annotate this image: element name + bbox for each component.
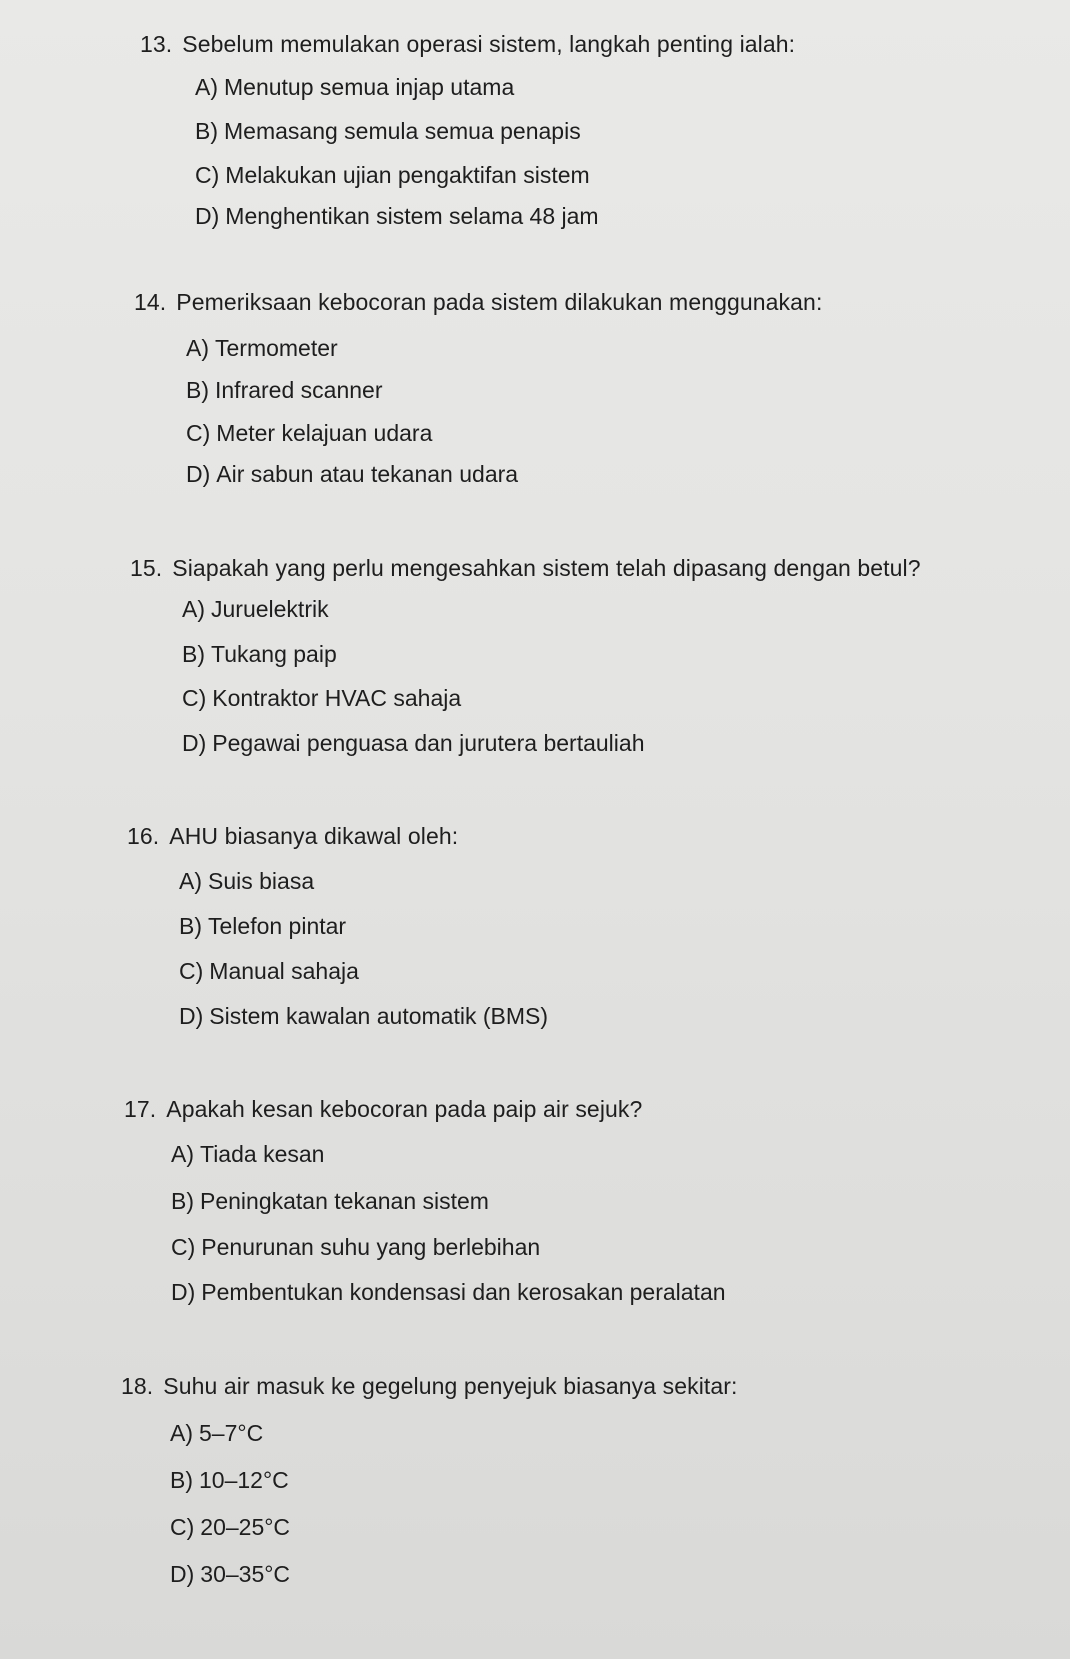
question-text: Apakah kesan kebocoran pada paip air sejuk? xyxy=(166,1096,643,1122)
option-text: Memasang semula semua penapis xyxy=(224,118,581,144)
option-text: 5–7°C xyxy=(199,1420,264,1446)
question-text: Sebelum memulakan operasi sistem, langkah penting ialah: xyxy=(182,31,796,57)
option-d xyxy=(182,729,645,757)
question-text: Siapakah yang perlu mengesahkan sistem telah dipasang dengan betul? xyxy=(172,555,921,581)
option-letter: C) xyxy=(170,1514,195,1540)
option-a xyxy=(182,595,329,623)
option-text: Menutup semua injap utama xyxy=(224,74,515,100)
option-c xyxy=(182,684,461,712)
option-text: Manual sahaja xyxy=(209,958,359,984)
option-text: Meter kelajuan udara xyxy=(216,420,433,446)
option-letter: B) xyxy=(170,1467,193,1493)
option-text: 20–25°C xyxy=(200,1514,291,1540)
option-text: Pembentukan kondensasi dan kerosakan peralatan xyxy=(201,1279,726,1305)
option-d xyxy=(186,460,518,488)
question-18 xyxy=(121,1372,1031,1592)
option-text: Sistem kawalan automatik (BMS) xyxy=(209,1003,549,1029)
option-text: Melakukan ujian pengaktifan sistem xyxy=(225,162,590,188)
question-13-stem xyxy=(140,30,795,58)
option-c xyxy=(186,419,432,447)
question-number: 18. xyxy=(121,1373,154,1399)
option-a xyxy=(186,334,338,362)
question-16-stem xyxy=(127,822,458,850)
question-text: Pemeriksaan kebocoran pada sistem dilakukan menggunakan: xyxy=(176,289,823,315)
option-letter: A) xyxy=(182,596,205,622)
option-letter: A) xyxy=(195,74,218,100)
question-16 xyxy=(127,822,1027,1032)
question-14 xyxy=(134,288,1044,488)
option-letter: D) xyxy=(182,730,207,756)
question-15 xyxy=(130,554,1055,759)
option-text: 10–12°C xyxy=(199,1467,289,1493)
question-number: 13. xyxy=(140,31,173,57)
option-letter: D) xyxy=(186,461,211,487)
question-number: 15. xyxy=(130,555,163,581)
option-text: Peningkatan tekanan sistem xyxy=(200,1188,489,1214)
option-letter: C) xyxy=(179,958,204,984)
option-b xyxy=(186,376,382,404)
option-letter: C) xyxy=(171,1234,196,1260)
question-text: AHU biasanya dikawal oleh: xyxy=(169,823,459,849)
option-letter: C) xyxy=(195,162,220,188)
option-d xyxy=(170,1560,290,1588)
option-text: Tukang paip xyxy=(211,641,337,667)
option-letter: D) xyxy=(195,203,220,229)
question-15-stem xyxy=(130,554,921,582)
option-letter: D) xyxy=(171,1279,196,1305)
option-text: Juruelektrik xyxy=(211,596,329,622)
option-letter: C) xyxy=(186,420,211,446)
option-letter: C) xyxy=(182,685,207,711)
option-letter: A) xyxy=(179,868,202,894)
option-text: 30–35°C xyxy=(200,1561,291,1587)
option-text: Air sabun atau tekanan udara xyxy=(216,461,519,487)
option-text: Kontraktor HVAC sahaja xyxy=(212,685,462,711)
option-a xyxy=(179,867,314,895)
question-13 xyxy=(140,30,1040,230)
question-text: Suhu air masuk ke gegelung penyejuk biasanya sekitar: xyxy=(163,1373,738,1399)
question-14-stem xyxy=(134,288,822,316)
option-letter: B) xyxy=(171,1188,194,1214)
option-c xyxy=(179,957,359,985)
option-c xyxy=(170,1513,290,1541)
option-letter: D) xyxy=(170,1561,195,1587)
option-letter: B) xyxy=(195,118,218,144)
question-number: 16. xyxy=(127,823,160,849)
option-text: Penurunan suhu yang berlebihan xyxy=(201,1234,541,1260)
option-b xyxy=(171,1187,489,1215)
option-letter: A) xyxy=(170,1420,193,1446)
option-b xyxy=(182,640,337,668)
question-17-stem xyxy=(124,1095,642,1123)
option-d xyxy=(179,1002,548,1030)
option-text: Tiada kesan xyxy=(200,1141,325,1167)
question-17 xyxy=(124,1095,1034,1305)
option-text: Pegawai penguasa dan jurutera bertauliah xyxy=(212,730,645,756)
option-a xyxy=(170,1419,263,1447)
option-letter: B) xyxy=(186,377,209,403)
option-c xyxy=(171,1233,540,1261)
option-text: Telefon pintar xyxy=(208,913,347,939)
option-b xyxy=(179,912,346,940)
option-text: Suis biasa xyxy=(208,868,315,894)
option-text: Infrared scanner xyxy=(215,377,383,403)
option-a xyxy=(171,1140,324,1168)
option-d xyxy=(171,1278,726,1306)
option-a xyxy=(195,73,514,101)
option-letter: B) xyxy=(182,641,205,667)
option-d xyxy=(195,202,599,230)
option-b xyxy=(170,1466,289,1494)
option-text: Termometer xyxy=(215,335,338,361)
option-letter: D) xyxy=(179,1003,204,1029)
option-b xyxy=(195,117,581,145)
option-text: Menghentikan sistem selama 48 jam xyxy=(225,203,599,229)
question-18-stem xyxy=(121,1372,738,1400)
question-number: 17. xyxy=(124,1096,157,1122)
option-letter: A) xyxy=(171,1141,194,1167)
question-number: 14. xyxy=(134,289,167,315)
option-letter: B) xyxy=(179,913,202,939)
option-c xyxy=(195,161,590,189)
option-letter: A) xyxy=(186,335,209,361)
